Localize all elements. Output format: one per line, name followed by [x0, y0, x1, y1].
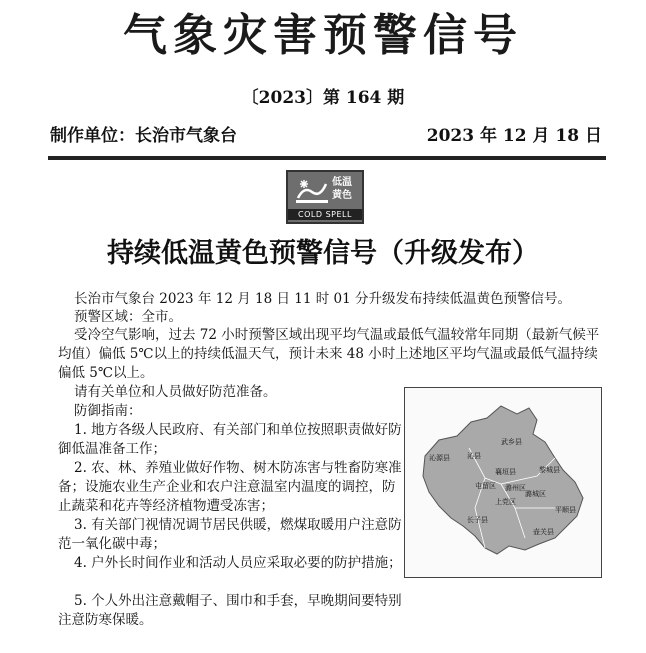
- issue-number: 〔2023〕第 164 期: [241, 88, 405, 108]
- map-outline: [405, 388, 601, 577]
- map-label: 壶关县: [533, 528, 554, 536]
- icon-cn-text: 低温黄色: [332, 177, 352, 201]
- issuer: 制作单位：长治市气象台: [50, 126, 237, 146]
- map-label: 上党区: [495, 498, 516, 506]
- map-label: 潞城区: [525, 490, 546, 498]
- area-paragraph: 预警区域：全市。: [74, 309, 182, 325]
- guideline-item: 1. 地方各级人民政府、有关部门和单位按照职责做好防御低温准备工作；: [58, 422, 402, 457]
- snow-cold-wave-icon: [294, 176, 330, 206]
- warning-area-map: [404, 387, 602, 578]
- map-label: 长子县: [467, 516, 488, 524]
- guideline-item: 3. 有关部门视情况调节居民供暖，燃煤取暖用户注意防范一氧化碳中毒；: [58, 517, 402, 552]
- header-divider: [48, 156, 606, 160]
- cold-spell-warning-icon: [286, 170, 364, 224]
- impact-paragraph: 受冷空气影响，过去 72 小时预警区域出现平均气温或最低气温较常年同期（最新气候平均值）偏低 5℃以上的持续低温天气，预计未来 48 小时上述地区平均气温或最低气温持续偏低 5℃以上。: [58, 327, 600, 381]
- notice-paragraph: 请有关单位和人员做好防范准备。: [74, 384, 277, 400]
- map-label: 平顺县: [555, 506, 576, 514]
- guideline-item: 2. 农、林、养殖业做好作物、树木防冻害与牲畜防寒准备；设施农业生产企业和农户注意温室内温度的调控，防止蔬菜和花卉等经济植物遭受冻害；: [58, 460, 402, 514]
- map-label: 沁县: [467, 452, 481, 460]
- map-label: 襄垣县: [495, 468, 516, 476]
- guideline-item: 5. 个人外出注意戴帽子、围巾和手套，早晚期间要特别注意防寒保暖。: [58, 593, 402, 628]
- icon-en-text: COLD SPELL: [288, 209, 362, 220]
- bulletin-title: 气象灾害预警信号: [123, 10, 523, 61]
- guideline-item: 4. 户外长时间作业和活动人员应采取必要的防护措施；: [74, 555, 402, 571]
- map-label: 武乡县: [501, 438, 522, 446]
- warning-headline: 持续低温黄色预警信号（升级发布）: [107, 238, 539, 269]
- map-label: 黎城县: [539, 466, 560, 474]
- map-label: 沁源县: [429, 454, 450, 462]
- issue-date: 2023 年 12 月 18 日: [426, 126, 602, 146]
- guide-title: 防御指南：: [74, 403, 142, 419]
- map-label: 潞州区: [505, 484, 526, 492]
- release-paragraph: 长治市气象台 2023 年 12 月 18 日 11 时 01 分升级发布持续低温黄色预警信号。: [74, 291, 571, 307]
- map-label: 屯留区: [475, 482, 496, 490]
